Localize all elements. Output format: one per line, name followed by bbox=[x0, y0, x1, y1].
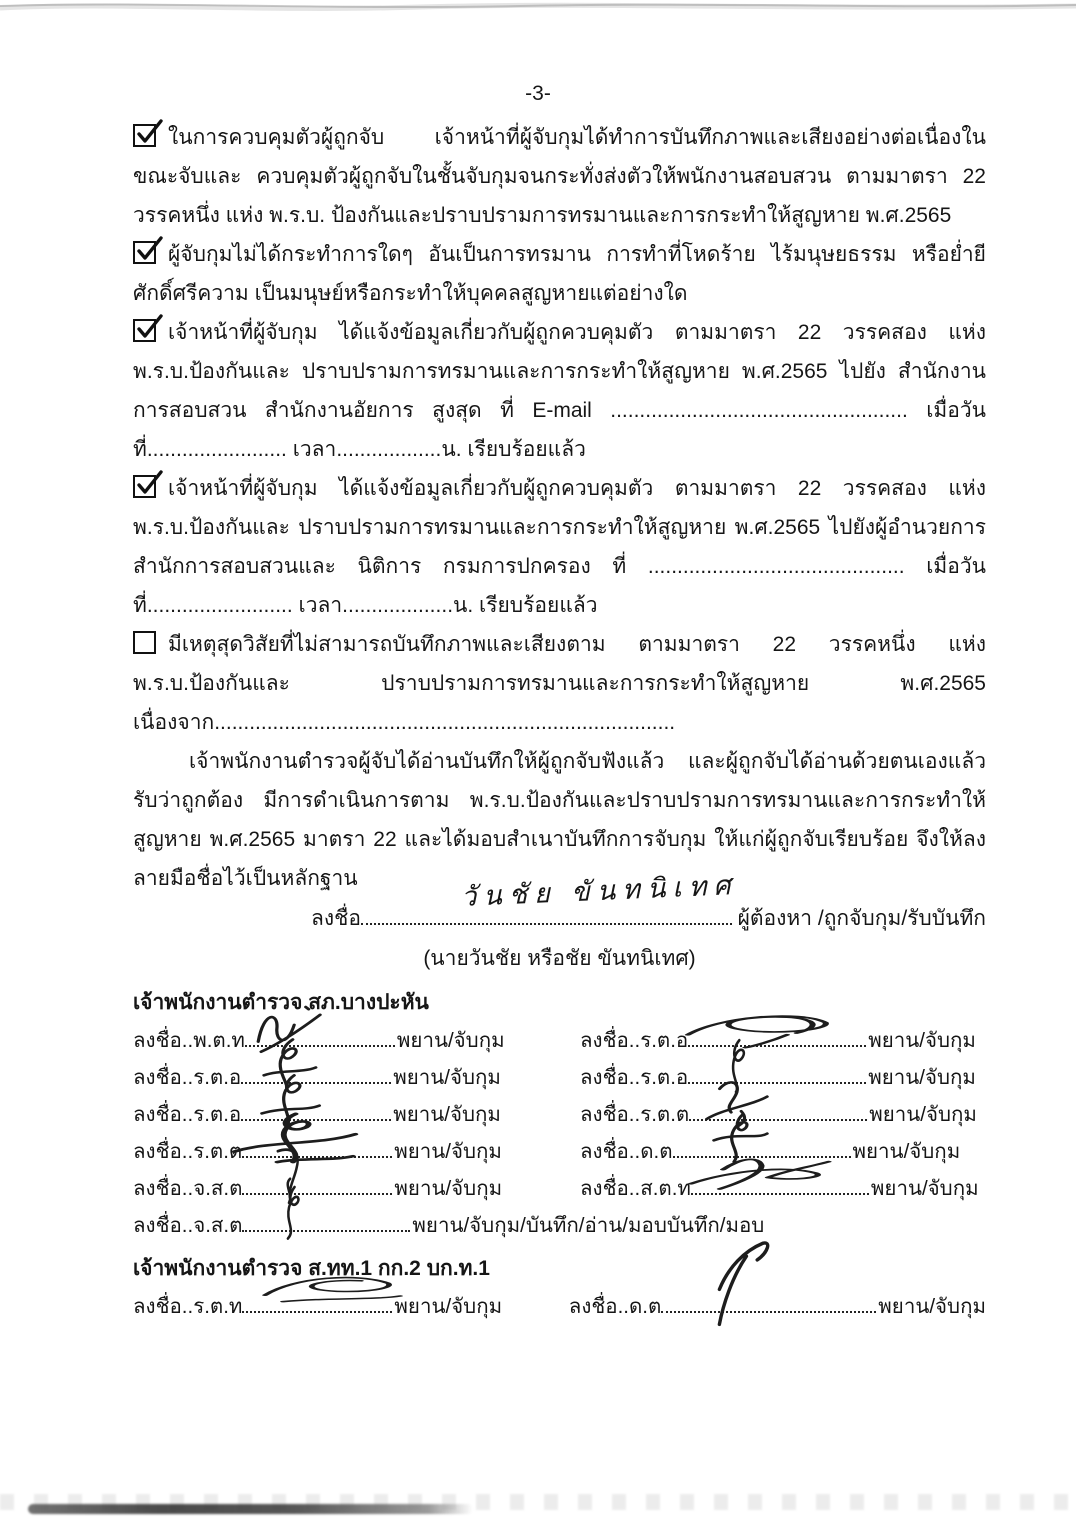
checkbox-notify-attorney-icon[interactable] bbox=[133, 319, 156, 342]
sign-label: ลงชื่อ..ร.ต.อ bbox=[133, 1066, 242, 1089]
checklist-text: ผู้จับกุมไม่ได้กระทำการใดๆ อันเป็นการทรมาน การทำที่โหดร้าย ไร้มนุษยธรรม หรือย่ำยีศักดิ์ศรีความ เป็นมนุษย์หรือกระทำให้บุคคลสูญหายแต่อย่างใด bbox=[133, 243, 986, 305]
officer-signature-cell bbox=[133, 1170, 580, 1207]
sign-label: ลงชื่อ..ร.ต.อ bbox=[133, 1103, 242, 1126]
officer-signature-cell bbox=[569, 1288, 986, 1325]
officer-signature-row bbox=[133, 1022, 986, 1059]
signature-blank-line[interactable] bbox=[242, 1193, 392, 1195]
sign-label: ลงชื่อ..จ.ส.ต bbox=[133, 1177, 243, 1200]
sign-label: ลงชื่อ..ร.ต.ท bbox=[133, 1295, 243, 1318]
checklist-item bbox=[133, 235, 986, 313]
officer-signature-cell bbox=[133, 1288, 569, 1325]
officer-signature-cell bbox=[133, 1133, 580, 1170]
checkbox-recording-icon[interactable] bbox=[133, 124, 156, 147]
officer-signature-row bbox=[133, 1059, 986, 1096]
checkbox-notify-dopa-icon[interactable] bbox=[133, 475, 156, 498]
officer-signature-cell bbox=[580, 1022, 986, 1059]
witness-role-label: พยาน/จับกุม bbox=[870, 1177, 979, 1200]
officer-signature-cell bbox=[133, 1059, 580, 1096]
signature-blank-line[interactable] bbox=[689, 1119, 867, 1121]
signature-blank-line[interactable] bbox=[245, 1045, 395, 1047]
witness-role-label: พยาน/จับกุม bbox=[878, 1295, 986, 1318]
officer-signature-cell bbox=[133, 1207, 764, 1244]
sign-label: ลงชื่อ..จ.ส.ต bbox=[133, 1214, 243, 1237]
checklist-item bbox=[133, 625, 986, 742]
officer-signature-cell bbox=[580, 1096, 986, 1133]
officer-signature-cell bbox=[580, 1059, 986, 1096]
suspect-role-label: ผู้ต้องหา /ถูกจับกุม/รับบันทึก bbox=[737, 907, 986, 930]
sign-label: ลงชื่อ..ด.ต bbox=[580, 1140, 673, 1163]
sign-label: ลงชื่อ..ร.ต.อ bbox=[580, 1029, 689, 1052]
checklist-item bbox=[133, 313, 986, 469]
sign-label: ลงชื่อ..ส.ต.ท bbox=[580, 1177, 691, 1200]
checklist-text: มีเหตุสุดวิสัยที่ไม่สามารถบันทึกภาพและเสียงตาม ตามมาตรา 22 วรรคหนึ่ง แห่ง พ.ร.บ.ป้องกันและ ปราบปรามการทรมานและการกระทำให้สูญหาย พ.ศ.2565 เนื่องจาก............................................................................... bbox=[133, 633, 986, 734]
station-section-heading: เจ้าพนักงานตำรวจ สภ.บางปะหัน bbox=[133, 991, 429, 1014]
checklist-text: เจ้าหน้าที่ผู้จับกุม ได้แจ้งข้อมูลเกี่ยวกับผู้ถูกควบคุมตัว ตามมาตรา 22 วรรคสอง แห่ง พ.ร.บ.ป้องกันและ ปราบปรามการทรมานและการกระทำให้สูญหาย พ.ศ.2565 ไปยัง สำนักงานการสอบสวน สำนักงานอัยการ สูงสุด ที่ E-mail ................................................... เมื่อวันที่........................ เวลา..................น. เรียบร้อยแล้ว bbox=[133, 321, 986, 461]
officer-signature-cell bbox=[580, 1170, 986, 1207]
signature-blank-line[interactable] bbox=[241, 1082, 391, 1084]
suspect-signature-row bbox=[311, 869, 986, 939]
scan-edge-artifact-top bbox=[0, 0, 1076, 18]
officer-signature-row bbox=[133, 1288, 986, 1325]
scan-smudge-bottom-left bbox=[28, 1504, 473, 1514]
suspect-printed-name: (นายวันชัย หรือชัย ขันทนิเทศ) bbox=[423, 947, 696, 970]
officer-signature-cell bbox=[133, 1096, 580, 1133]
witness-role-label: พยาน/จับกุม bbox=[394, 1140, 502, 1163]
suspect-handwritten-signature: วันชัย ขันทนิเทศ bbox=[460, 869, 739, 913]
witness-role-label: พยาน/จับกุม bbox=[852, 1140, 961, 1163]
witness-role-label: พยาน/จับกุม bbox=[868, 1066, 976, 1089]
checkbox-force-majeure-icon[interactable] bbox=[133, 631, 156, 654]
officer-signature-cell bbox=[133, 1022, 580, 1059]
officer-signature-row bbox=[133, 1207, 986, 1244]
witness-role-label: พยาน/จับกุม bbox=[394, 1295, 503, 1318]
sign-label: ลงชื่อ..ร.ต.ต bbox=[133, 1140, 243, 1163]
witness-role-label: พยาน/จับกุม/บันทึก/อ่าน/มอบบันทึก/มอบ bbox=[412, 1214, 765, 1237]
signature-blank-line[interactable] bbox=[688, 1045, 866, 1047]
officer-signature-row bbox=[133, 1133, 986, 1170]
checklist-text: เจ้าหน้าที่ผู้จับกุม ได้แจ้งข้อมูลเกี่ยวกับผู้ถูกควบคุมตัว ตามมาตรา 22 วรรคสอง แห่ง พ.ร.บ.ป้องกันและ ปราบปรามการทรมานและการกระทำให้สูญหาย พ.ศ.2565 ไปยังผู้อำนวยการสำนักการสอบสวนและ นิติการ กรมการปกครอง ที่ ............................................ เมื่อวันที่......................... เวลา...................น. เรียบร้อยแล้ว bbox=[133, 477, 986, 617]
checklist-text: ในการควบคุมตัวผู้ถูกจับ เจ้าหน้าที่ผู้จับกุมได้ทำการบันทึกภาพและเสียงอย่างต่อเนื่องในขณะจับและ ควบคุมตัวผู้ถูกจับในชั้นจับกุมจนกระทั่งส่งตัวให้พนักงานสอบสวน ตามมาตรา 22 วรรคหนึ่ง แห่ง พ.ร.บ. ป้องกันและปราบปรามการทรมานและการกระทำให้สูญหาย พ.ศ.2565 bbox=[133, 126, 986, 227]
witness-role-label: พยาน/จับกุม bbox=[393, 1103, 501, 1126]
signature-blank-line[interactable] bbox=[242, 1311, 392, 1313]
witness-role-label: พยาน/จับกุม bbox=[868, 1029, 976, 1052]
signature-blank-line[interactable] bbox=[361, 923, 732, 925]
document-body bbox=[133, 118, 986, 1325]
closing-paragraph: เจ้าพนักงานตำรวจผู้จับได้อ่านบันทึกให้ผู้ถูกจับฟังแล้ว และผู้ถูกจับได้อ่านด้วยตนเองแล้ว รับว่าถูกต้อง มีการดำเนินการตาม พ.ร.บ.ป้องกันและปราบปรามการทรมานและการกระทำให้สูญหาย พ.ศ.2565 มาตรา 22 และได้มอบสำเนาบันทึกการจับกุม ให้แก่ผู้ถูกจับเรียบร้อย จึงให้ลงลายมือชื่อไว้เป็นหลักฐาน bbox=[133, 750, 986, 890]
witness-role-label: พยาน/จับกุม bbox=[396, 1029, 505, 1052]
sign-label: ลงชื่อ..ร.ต.ต bbox=[580, 1103, 690, 1126]
checklist-item bbox=[133, 469, 986, 625]
signature-blank-line[interactable] bbox=[242, 1156, 392, 1158]
signature-blank-line[interactable] bbox=[242, 1230, 410, 1232]
tourist-section-heading: เจ้าพนักงานตำรวจ ส.ทท.1 กก.2 บก.ท.1 bbox=[133, 1257, 490, 1280]
signature-blank-line[interactable] bbox=[661, 1311, 876, 1313]
officer-signature-row bbox=[133, 1170, 986, 1207]
sign-label: ลงชื่อ..พ.ต.ท bbox=[133, 1029, 245, 1052]
officer-signature-cell bbox=[580, 1133, 986, 1170]
signature-blank-line[interactable] bbox=[688, 1082, 866, 1084]
page-number: -3- bbox=[525, 82, 551, 105]
signature-blank-line[interactable] bbox=[673, 1156, 851, 1158]
signature-blank-line[interactable] bbox=[691, 1193, 869, 1195]
checklist-item bbox=[133, 118, 986, 235]
witness-role-label: พยาน/จับกุม bbox=[394, 1177, 503, 1200]
officer-signature-row bbox=[133, 1096, 986, 1133]
sign-label: ลงชื่อ..ร.ต.อ bbox=[580, 1066, 689, 1089]
sign-label: ลงชื่อ bbox=[311, 907, 361, 930]
sign-label: ลงชื่อ..ด.ต bbox=[568, 1295, 662, 1318]
signature-blank-line[interactable] bbox=[241, 1119, 391, 1121]
checkbox-no-torture-icon[interactable] bbox=[133, 241, 156, 264]
witness-role-label: พยาน/จับกุม bbox=[869, 1103, 977, 1126]
witness-role-label: พยาน/จับกุม bbox=[393, 1066, 501, 1089]
